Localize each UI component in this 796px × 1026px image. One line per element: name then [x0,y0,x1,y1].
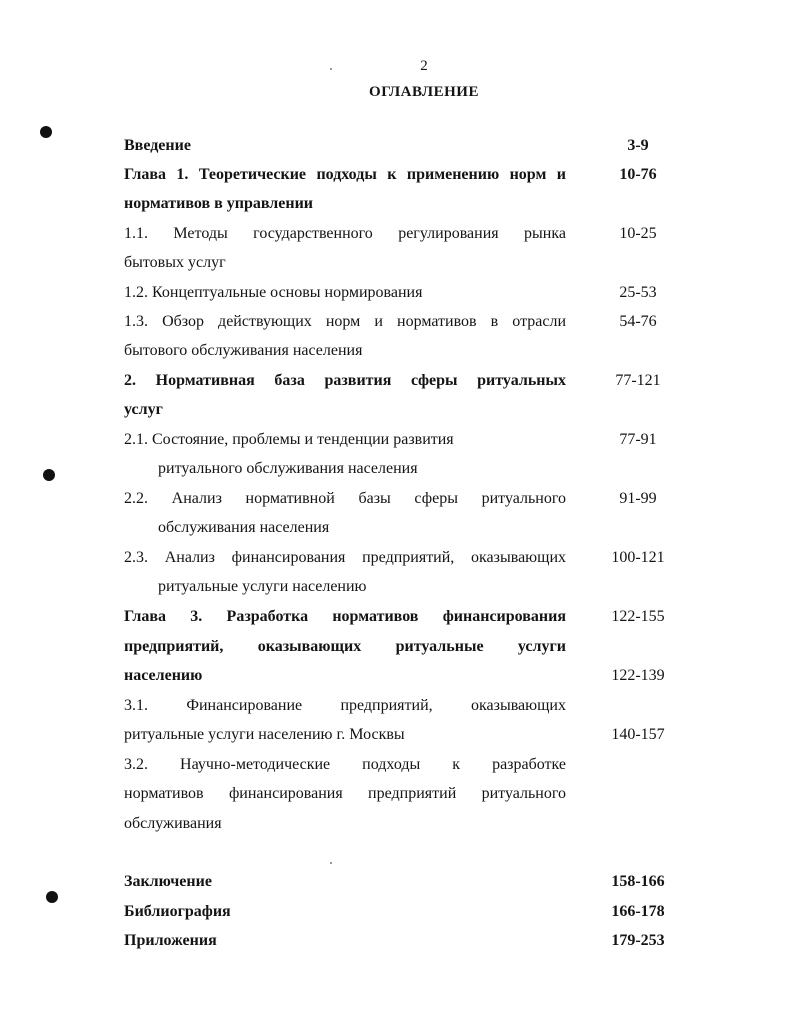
toc-entry-3-2-line2: нормативов финансирования предприятий ритуального [124,785,566,802]
toc-entry-bibliography: Библиография [124,903,231,920]
toc-pages-conclusion: 158-166 [611,873,665,890]
toc-pages-1-1: 10-25 [619,225,657,242]
toc-entry-ch2-line1: 2. Нормативная база развития сферы ритуальных [124,372,566,389]
toc-entry-conclusion: Заключение [124,873,212,890]
toc-entry-3-1-line1: 3.1. Финансирование предприятий, оказывающих [124,697,566,714]
toc-pages-1-3: 54-76 [619,313,657,330]
toc-entry-2-2-line1: 2.2. Анализ нормативной базы сферы ритуального [124,490,566,507]
scan-speck [330,68,332,70]
toc-pages-appendix: 179-253 [611,932,665,949]
toc-entry-3-2-line1: 3.2. Научно-методические подходы к разработке [124,756,566,773]
toc-entry-1-2: 1.2. Концептуальные основы нормирования [124,284,423,301]
toc-entry-appendix: Приложения [124,932,217,949]
toc-entry-1-3-line1: 1.3. Обзор действующих норм и нормативов в отрасли [124,313,566,330]
toc-pages-3-2: 140-157 [611,726,665,743]
toc-entry-ch1-line2: нормативов в управлении [124,195,314,212]
binder-hole-bottom [46,891,58,903]
toc-pages-ch2: 77-121 [615,372,661,389]
toc-pages-ch1: 10-76 [619,166,657,183]
toc-pages-2-2: 91-99 [619,490,657,507]
toc-entry-2-1-line2: ритуального обслуживания населения [158,460,418,477]
toc-entry-3-2-line3: обслуживания [124,815,222,832]
binder-hole-top [40,126,52,138]
toc-entry-1-3-line2: бытового обслуживания населения [124,342,363,359]
toc-entry-2-3-line1: 2.3. Анализ финансирования предприятий, оказывающих [124,549,566,566]
page-number: 2 [420,58,428,74]
toc-entry-1-1-line2: бытовых услуг [124,254,226,271]
toc-pages-1-2: 25-53 [619,284,657,301]
toc-entry-intro: Введение [124,137,191,154]
toc-entry-1-1-line1: 1.1. Методы государственного регулирования рынка [124,225,566,242]
toc-entry-ch3-line3: населению [124,667,203,684]
toc-pages-bibliography: 166-178 [611,903,665,920]
toc-entry-ch3-line1: Глава 3. Разработка нормативов финансирования [124,608,566,625]
toc-entry-3-1-line2: ритуальные услуги населению г. Москвы [124,726,405,743]
toc-entry-2-3-line2: ритуальные услуги населению [158,578,367,595]
toc-pages-ch3: 122-155 [611,608,665,625]
toc-pages-intro: 3-9 [627,137,649,154]
scan-speck [330,862,332,864]
toc-entry-2-2-line2: обслуживания населения [158,519,330,536]
toc-pages-2-1: 77-91 [619,431,657,448]
page-title: ОГЛАВЛЕНИЕ [369,84,479,100]
toc-entry-ch1-line1: Глава 1. Теоретические подходы к применению норм и [124,166,566,183]
toc-entry-2-1-line1: 2.1. Состояние, проблемы и тенденции развития [124,431,454,448]
toc-entry-ch3-line2: предприятий, оказывающих ритуальные услуги [124,638,566,655]
binder-hole-middle [43,469,55,481]
toc-entry-ch2-line2: услуг [124,401,163,418]
toc-pages-2-3: 100-121 [611,549,665,566]
toc-pages-3-1: 122-139 [611,667,665,684]
